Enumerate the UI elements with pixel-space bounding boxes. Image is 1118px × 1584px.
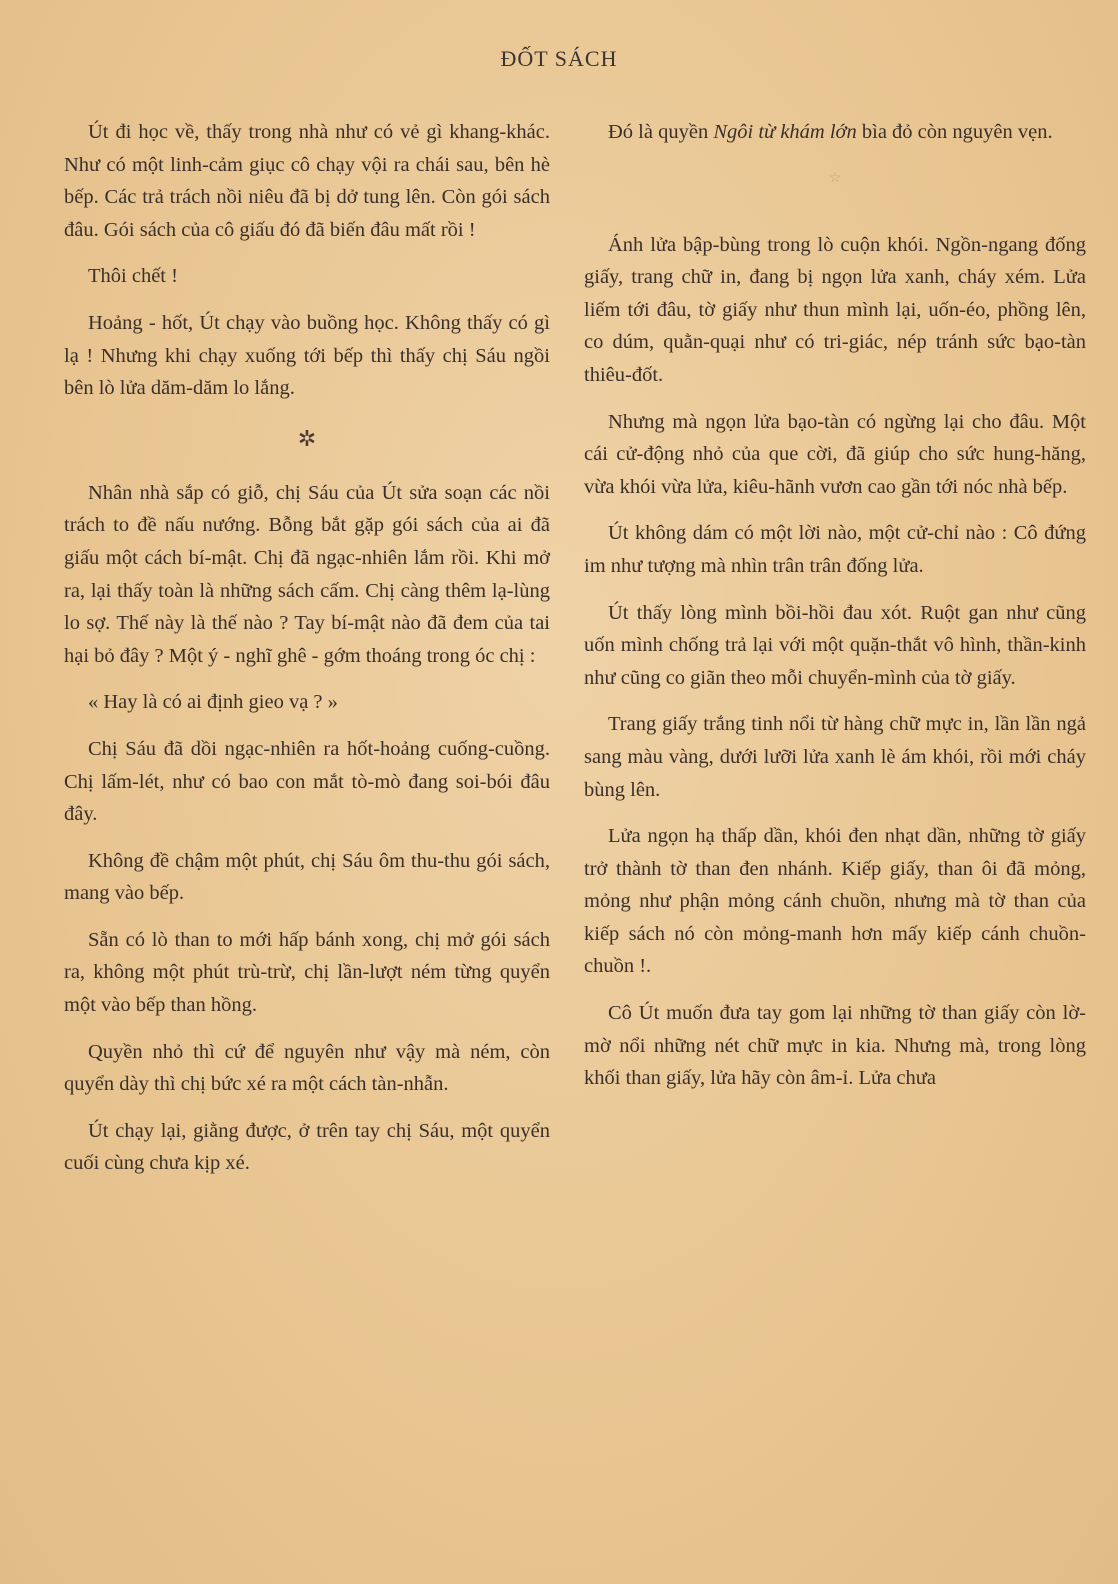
paragraph: Út thấy lòng mình bồi-hồi đau xót. Ruột gan như cũng uốn mình chống trả lại với một quặn-thắt vô hình, thần-kinh như cũng co giãn theo mỗi chuyển-mình của tờ giấy. [584,601,1086,689]
paragraph: Nhân nhà sắp có giỗ, chị Sáu của Út sửa soạn các nồi trách to đề nấu nướng. Bỗng bắt gặp gói sách của ai đã giấu một cách bí-mật. Chị đã ngạc-nhiên lắm rồi. Khi mở ra, lại thấy toàn là những sách cấm. Chị càng thêm lạ-lùng lo sợ. Thế này là thế nào ? Tay bí-mật nào đã đem của tai hại bỏ đây ? Một ý - nghĩ ghê - gớm thoáng trong óc chị : [64,481,550,667]
paragraph: Ánh lửa bập-bùng trong lò cuộn khói. Ngồn-ngang đống giấy, trang chữ in, đang bị ngọn lửa xanh, cháy xém. Lửa liếm tới đâu, tờ giấy như thun mình lại, uốn-éo, phồng lên, co dúm, quằn-quại như có tri-giác, nép tránh sức bạo-tàn thiêu-đốt. [584,233,1086,386]
left-column [64,116,550,1194]
paragraph: Út chạy lại, giằng được, ở trên tay chị Sáu, một quyển cuối cùng chưa kịp xé. [64,1119,550,1175]
paragraph: Chị Sáu đã dồi ngạc-nhiên ra hốt-hoảng cuống-cuồng. Chị lấm-lét, như có bao con mắt tò-mò đang soi-bói đâu đây. [64,737,550,826]
paragraph: Út đi học về, thấy trong nhà như có vẻ gì khang-khác. Như có một linh-cảm giục cô chạy vội ra chái sau, bên hè bếp. Các trả trách nồi niêu đã bị dở tung lên. Còn gói sách đâu. Gói sách của cô giấu đó đã biến đâu mất rồi ! [64,121,550,241]
page-title: ĐỐT SÁCH [500,46,618,71]
text-span: Đó là quyền [608,121,714,143]
paragraph: Cô Út muốn đưa tay gom lại những tờ than giấy còn lờ-mờ nổi những nét chữ mực in kia. Nhưng mà, trong lòng khối than giấy, lửa hãy còn âm-ỉ. Lửa chưa [584,1002,1086,1090]
paragraph [584,116,1086,149]
paragraph: Không đề chậm một phút, chị Sáu ôm thu-thu gói sách, mang vào bếp. [64,849,550,905]
paragraph: Sẵn có lò than to mới hấp bánh xong, chị mở gói sách ra, không một phút trù-trừ, chị lần-lượt ném từng quyển một vào bếp than hồng. [64,928,550,1017]
paragraph: Nhưng mà ngọn lửa bạo-tàn có ngừng lại cho đâu. Một cái cử-động nhỏ của que cời, đã giúp cho sức hung-hăng, vừa khói vừa lửa, kiêu-hãnh vươn cao gần tới nóc nhà bếp. [584,410,1086,498]
paragraph: Quyền nhỏ thì cứ để nguyên như vậy mà ném, còn quyển dày thì chị bức xé ra một cách tàn-nhẫn. [64,1040,550,1096]
paragraph: « Hay là có ai định gieo vạ ? » [88,691,338,714]
right-column [584,116,1086,1109]
paragraph: Lửa ngọn hạ thấp dần, khói đen nhạt dần, những tờ giấy trở thành tờ than đen nhánh. Kiếp giấy, than ôi đã mỏng, mỏng như phận mỏng cánh chuồn, nhưng mà tờ than của kiếp sách nó còn mỏng-manh hơn mấy kiếp cánh chuồn-chuồn !. [584,825,1086,978]
paragraph: Thôi chết ! [88,265,178,288]
book-title: Ngôi từ khám lớn [713,121,857,143]
section-separator: ☆ [828,170,842,186]
paragraph: Út không dám có một lời nào, một cử-chỉ nào : Cô đứng im như tượng mà nhìn trân trân đống lửa. [584,522,1086,577]
text-span: bìa đỏ còn nguyên vẹn. [856,121,1053,143]
paragraph: Hoảng - hốt, Út chạy vào buồng học. Không thấy có gì lạ ! Nhưng khi chạy xuống tới bếp thì thấy chị Sáu ngồi bên lò lửa dăm-dăm lo lắng. [64,311,550,400]
paragraph: Trang giấy trắng tinh nổi từ hàng chữ mực in, lần lần ngả sang màu vàng, dưới lưỡi lửa xanh lè ám khói, rồi mới cháy bùng lên. [584,713,1086,801]
section-separator: ✲ [297,425,317,451]
